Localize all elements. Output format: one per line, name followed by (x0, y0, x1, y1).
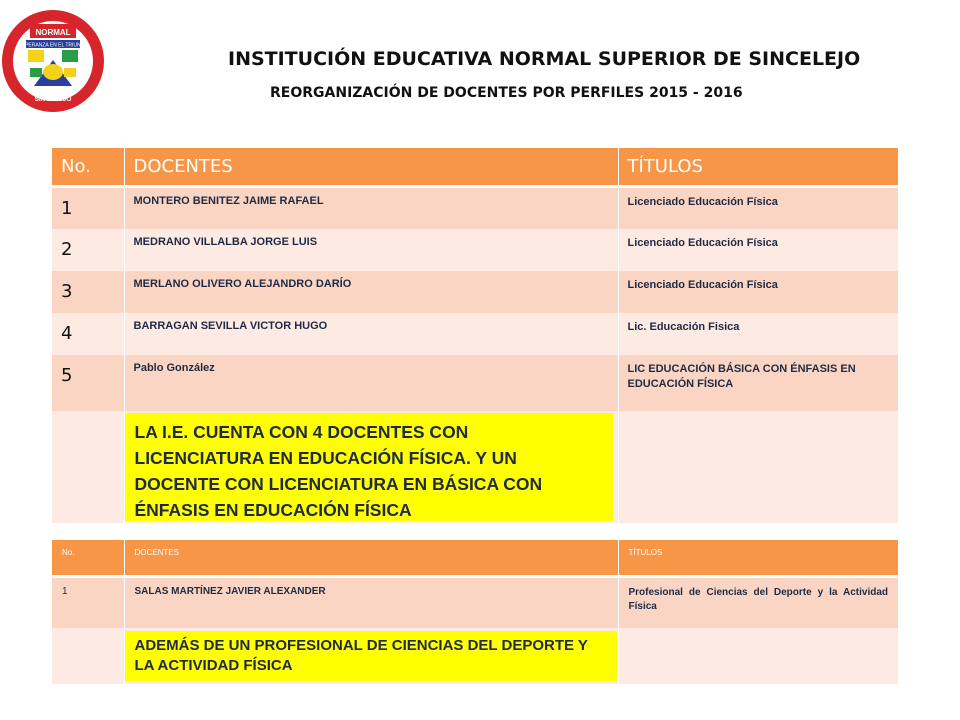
header-no: No. (52, 540, 124, 576)
row-number: 5 (52, 355, 124, 411)
summary-row (52, 628, 898, 684)
teacher-name: SALAS MARTÍNEZ JAVIER ALEXANDER (124, 576, 618, 628)
teacher-degree: Lic. Educación Fisica (618, 313, 898, 355)
summary-row (52, 411, 898, 523)
summary-note: ADEMÁS DE UN PROFESIONAL DE CIENCIAS DEL DEPORTE Y LA ACTIVIDAD FÍSICA (125, 631, 617, 681)
teacher-name: Pablo González (124, 355, 618, 411)
empty-cell (52, 628, 124, 684)
row-number: 1 (52, 576, 124, 628)
teacher-degree: LIC EDUCACIÓN BÁSICA CON ÉNFASIS EN EDUCACIÓN FÍSICA (618, 355, 898, 411)
page-title: INSTITUCIÓN EDUCATIVA NORMAL SUPERIOR DE SINCELEJO (228, 48, 861, 70)
row-number: 1 (52, 187, 124, 229)
page-subtitle: REORGANIZACIÓN DE DOCENTES POR PERFILES 2015 - 2016 (270, 85, 743, 101)
table-row (52, 355, 898, 411)
row-number: 4 (52, 313, 124, 355)
logo-bottom-text: SINCELEJO (34, 96, 72, 103)
header-titulos: TÍTULOS (618, 540, 898, 576)
professionals-table (52, 540, 898, 684)
teacher-degree: Profesional de Ciencias del Deporte y la Actividad Física (618, 576, 898, 628)
logo-top-text: NORMAL (35, 28, 71, 37)
table-row (52, 271, 898, 313)
empty-cell (618, 411, 898, 523)
header-titulos: TÍTULOS (618, 148, 898, 187)
summary-note: LA I.E. CUENTA CON 4 DOCENTES CON LICENCIATURA EN EDUCACIÓN FÍSICA. Y UN DOCENTE CON LICENCIATURA EN BÁSICA CON ÉNFASIS EN EDUCACIÓN FÍSICA (125, 413, 613, 521)
table-header-row (52, 148, 898, 187)
teacher-name: MEDRANO VILLALBA JORGE LUIS (124, 229, 618, 271)
teachers-table (52, 148, 898, 523)
teacher-name: MERLANO OLIVERO ALEJANDRO DARÍO (124, 271, 618, 313)
empty-cell (618, 628, 898, 684)
row-number: 2 (52, 229, 124, 271)
teacher-degree: Licenciado Educación Física (618, 187, 898, 229)
table-row (52, 576, 898, 628)
teacher-degree: Licenciado Educación Física (618, 229, 898, 271)
summary-cell (124, 411, 618, 523)
table-row (52, 313, 898, 355)
table-row (52, 229, 898, 271)
summary-cell (124, 628, 618, 684)
table-header-row (52, 540, 898, 576)
row-number: 3 (52, 271, 124, 313)
header-docentes: DOCENTES (124, 148, 618, 187)
header-docentes: DOCENTES (124, 540, 618, 576)
empty-cell (52, 411, 124, 523)
logo-motto: ESPERANZA EN EL TRIUNFO (18, 42, 88, 49)
teacher-name: BARRAGAN SEVILLA VICTOR HUGO (124, 313, 618, 355)
school-shield-logo (0, 8, 106, 114)
header-no: No. (52, 148, 124, 187)
teacher-name: MONTERO BENITEZ JAIME RAFAEL (124, 187, 618, 229)
teacher-degree: Licenciado Educación Física (618, 271, 898, 313)
table-row (52, 187, 898, 229)
